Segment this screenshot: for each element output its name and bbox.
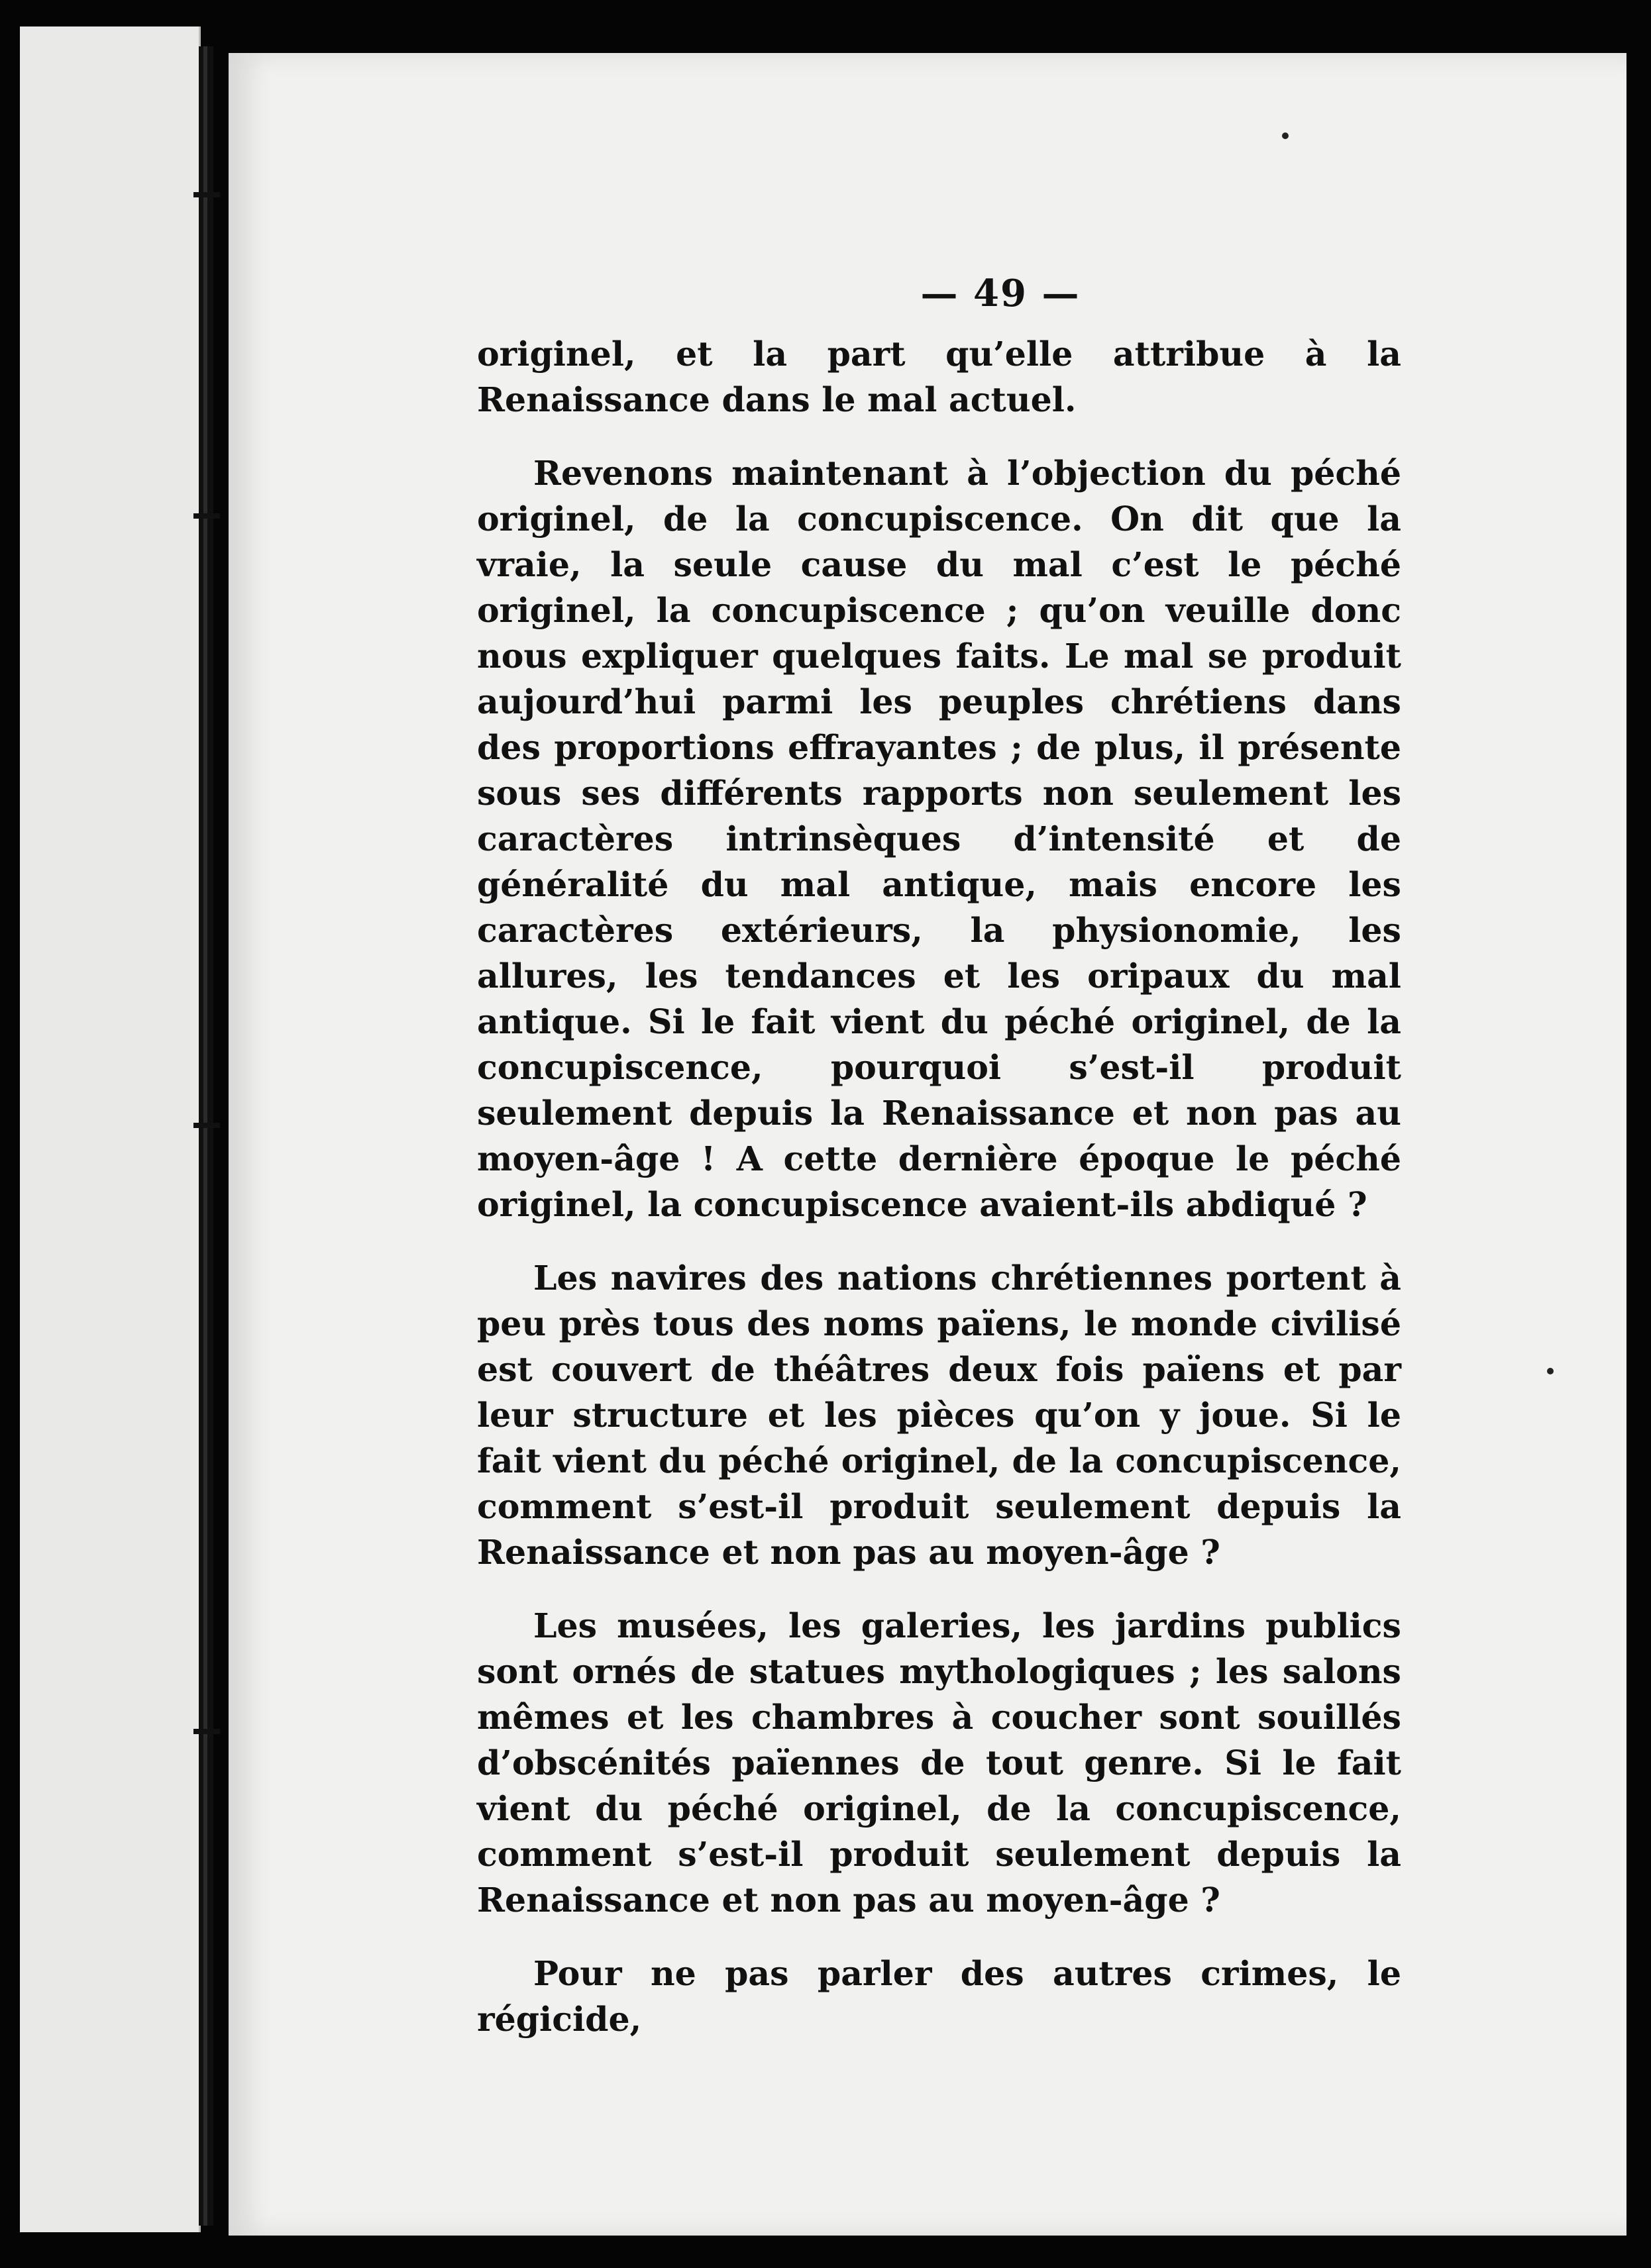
binding-stitch [193,513,220,519]
paragraph: Revenons maintenant à l’objection du péché originel, de la concupiscence. On dit que la vraie, la seule cause du mal c’est le péché originel, la concupiscence ; qu’on veuille donc nous expliquer quelques faits. Le mal se produit aujourd’hui parmi les peuples chrétiens dans des proportions effrayantes ; de plus, il présente sous ses différents rapports non seulement les caractères intrinsèques d’intensité et de généralité du mal antique, mais encore les caractères extérieurs, la physionomie, les allures, les tendances et les oripaux du mal antique. Si le fait vient du péché originel, de la concupiscence, pourquoi s’est-il produit seulement depuis la Renaissance et non pas au moyen-âge ! A cette dernière époque le péché originel, la concupiscence avaient-ils abdiqué ? [477,454,1401,1224]
facing-page-edge [20,26,201,2232]
paper-speck [1282,132,1289,139]
paragraph: Pour ne pas parler des autres crimes, le régicide, [477,1954,1401,2039]
binding-stitch [193,192,220,197]
body-text [477,331,1401,2042]
binding-stitch [193,1729,220,1734]
paper-speck [1547,1368,1554,1374]
paragraph: originel, et la part qu’elle attribue à la Renaissance dans le mal actuel. [477,335,1401,419]
paragraph: Les navires des nations chrétiennes portent à peu près tous des noms païens, le monde civilisé est couvert de théâtres deux fois païens et par leur structure et les pièces qu’on y joue. Si le fait vient du péché originel, de la concupiscence, comment s’est-il produit seulement depuis la Renaissance et non pas au moyen-âge ? [477,1259,1401,1572]
page-number: — 49 — [920,272,1081,315]
book-page [229,53,1626,2236]
paragraph: Les musées, les galeries, les jardins publics sont ornés de statues mythologiques ; les salons mêmes et les chambres à coucher sont souillés d’obscénités païennes de tout genre. Si le fait vient du péché originel, de la concupiscence, comment s’est-il produit seulement depuis la Renaissance et non pas au moyen-âge ? [477,1606,1401,1920]
binding-stitch [193,1123,220,1128]
book-spine [199,46,213,2226]
